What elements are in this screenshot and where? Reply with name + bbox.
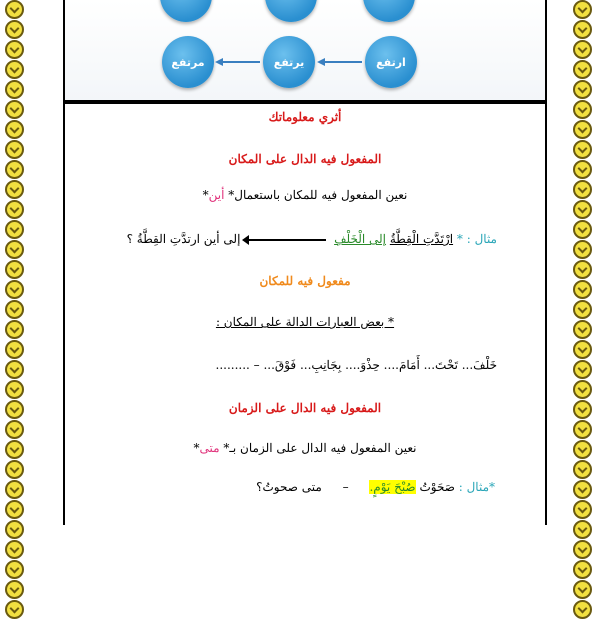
arrow-head	[317, 58, 325, 66]
border-ring-icon	[5, 20, 24, 39]
border-ring-icon	[573, 500, 592, 519]
border-ring-icon	[5, 320, 24, 339]
place-rule	[65, 188, 545, 202]
diagram-circle-yartafi: يرتفع	[263, 36, 315, 88]
border-ring-icon	[573, 480, 592, 499]
border-ring-icon	[5, 500, 24, 519]
border-ring-icon	[573, 180, 592, 199]
example-label: مثال : *	[456, 232, 497, 246]
phrases-title: * بعض العبارات الدالة على المكان :	[215, 315, 395, 329]
example2-sentence-b: صُبْحَ يَوْمٍ.	[369, 480, 416, 494]
border-ring-icon	[5, 0, 24, 19]
border-ring-icon	[573, 240, 592, 259]
heading-place-2: مفعول فيه للمكان	[259, 274, 351, 288]
border-ring-icon	[573, 80, 592, 99]
border-ring-icon	[5, 280, 24, 299]
border-ring-icon	[573, 440, 592, 459]
heading-place: المفعول فيه الدال على المكان	[228, 152, 382, 166]
border-ring-icon	[573, 140, 592, 159]
heading-time: المفعول فيه الدال على الزمان	[228, 401, 382, 415]
time-rule-suffix: *	[193, 441, 200, 455]
border-ring-icon	[573, 200, 592, 219]
border-ring-icon	[5, 240, 24, 259]
border-ring-icon	[5, 340, 24, 359]
border-ring-icon	[5, 100, 24, 119]
border-ring-icon	[5, 440, 24, 459]
border-ring-icon	[5, 80, 24, 99]
decorative-border-left	[3, 0, 25, 525]
time-rule	[65, 441, 545, 455]
diagram-circle-murtafi: مرتفع	[162, 36, 214, 88]
verb-derivation-diagram	[65, 0, 545, 104]
border-ring-icon	[573, 300, 592, 319]
place-example	[67, 232, 497, 246]
time-rule-prefix: نعين المفعول فيه الدال على الزمان بـ*	[223, 441, 417, 455]
border-ring-icon	[5, 560, 24, 579]
time-rule-question-word: متى	[199, 441, 220, 455]
border-ring-icon	[5, 520, 24, 539]
border-ring-icon	[5, 420, 24, 439]
border-ring-icon	[5, 140, 24, 159]
example-question: إلى أين ارتدَّتِ القِطَّةُ ؟	[126, 232, 241, 246]
arrow-head	[215, 58, 223, 66]
border-ring-icon	[573, 380, 592, 399]
border-ring-icon	[5, 160, 24, 179]
place-rule-prefix: نعين المفعول فيه للمكان باستعمال*	[228, 188, 408, 202]
border-ring-icon	[573, 320, 592, 339]
border-ring-icon	[573, 340, 592, 359]
place-rule-question-word: أين	[208, 188, 225, 202]
border-ring-icon	[573, 280, 592, 299]
border-ring-icon	[5, 180, 24, 199]
example2-sentence-a: صَحَوْتُ	[419, 480, 455, 494]
border-ring-icon	[573, 0, 592, 19]
example-sentence-a: ارْتَدَّتِ الْقِطَّةُ	[389, 232, 454, 246]
border-ring-icon	[573, 520, 592, 539]
border-ring-icon	[573, 120, 592, 139]
border-ring-icon	[573, 100, 592, 119]
border-ring-icon	[573, 40, 592, 59]
border-ring-icon	[5, 460, 24, 479]
example-arrow	[248, 239, 326, 241]
decorative-border-right	[571, 0, 593, 525]
border-ring-icon	[573, 600, 592, 619]
border-ring-icon	[5, 580, 24, 599]
place-rule-suffix: *	[202, 188, 209, 202]
border-ring-icon	[573, 360, 592, 379]
border-ring-icon	[5, 540, 24, 559]
border-ring-icon	[5, 600, 24, 619]
heading-info: أثري معلوماتك	[268, 110, 342, 124]
border-ring-icon	[5, 260, 24, 279]
example2-dash: –	[342, 480, 349, 494]
lesson-content	[65, 104, 545, 525]
border-ring-icon	[573, 400, 592, 419]
diagram-circle-irtafa: ارتفع	[365, 36, 417, 88]
border-ring-icon	[573, 580, 592, 599]
border-ring-icon	[573, 160, 592, 179]
border-ring-icon	[573, 260, 592, 279]
border-ring-icon	[5, 300, 24, 319]
border-ring-icon	[5, 60, 24, 79]
page-frame	[63, 0, 547, 525]
border-ring-icon	[5, 40, 24, 59]
border-ring-icon	[573, 460, 592, 479]
border-ring-icon	[573, 220, 592, 239]
time-example	[75, 480, 495, 494]
border-ring-icon	[5, 360, 24, 379]
border-ring-icon	[5, 380, 24, 399]
border-ring-icon	[573, 60, 592, 79]
border-ring-icon	[573, 560, 592, 579]
border-ring-icon	[573, 540, 592, 559]
diagram-arrows	[65, 0, 545, 100]
border-ring-icon	[573, 420, 592, 439]
example2-label: *مثال :	[458, 480, 495, 494]
border-ring-icon	[5, 220, 24, 239]
example2-question: متى صحوتُ؟	[256, 480, 322, 494]
example-sentence-b: إلى الْخَلْفِ	[334, 232, 387, 246]
border-ring-icon	[573, 20, 592, 39]
border-ring-icon	[5, 120, 24, 139]
border-ring-icon	[5, 480, 24, 499]
border-ring-icon	[5, 400, 24, 419]
border-ring-icon	[5, 200, 24, 219]
phrases-list: خَلْفَ... تَحْتَ... أَمَامَ.... حِذْوَ.... بِجَانِبِ... فَوْقَ... – .........	[215, 358, 497, 372]
